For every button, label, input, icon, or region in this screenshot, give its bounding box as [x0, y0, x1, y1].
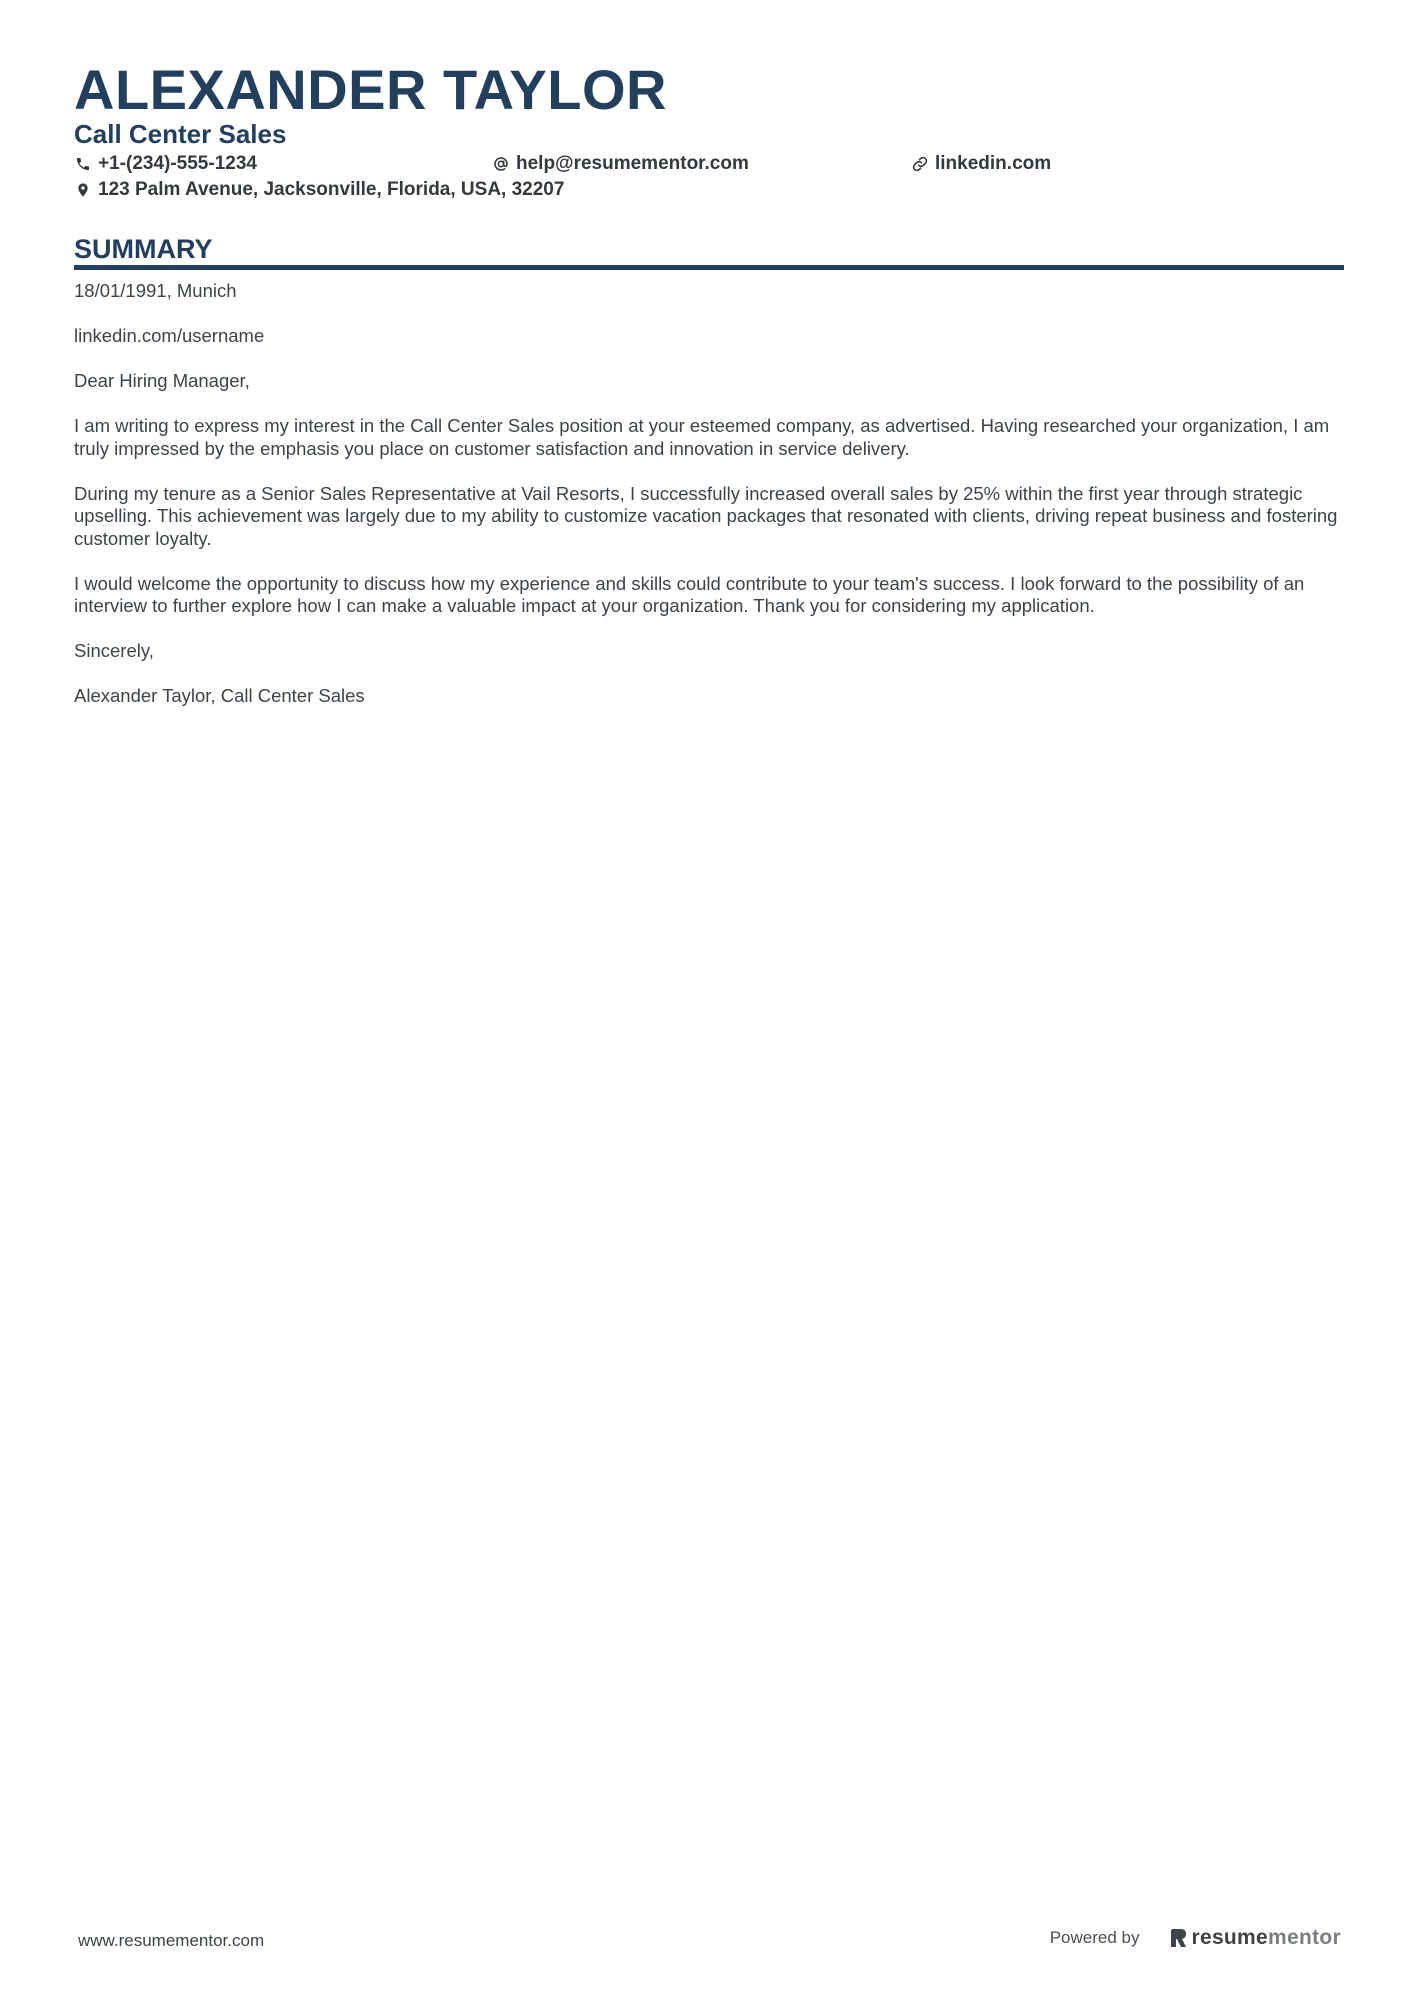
powered-by-label: Powered by — [1049, 1928, 1140, 1947]
footer-branding — [1050, 1926, 1341, 1950]
brand-logo-icon — [1170, 1928, 1188, 1948]
letter-body — [74, 280, 1344, 730]
address-text: 123 Palm Avenue, Jacksonville, Florida, USA, 32207 — [98, 179, 565, 200]
at-sign-icon — [492, 155, 510, 173]
brand-logo[interactable] — [1170, 1926, 1342, 1950]
letter-profile: linkedin.com/username — [74, 325, 265, 346]
letter-signature: Alexander Taylor, Call Center Sales — [74, 685, 365, 706]
contact-phone — [74, 152, 257, 176]
link-icon — [911, 155, 929, 173]
letter-paragraph-3: I would welcome the opportunity to discuss how my experience and skills could contribute to your team's success. I look forward to the possibility of an interview to further explore how I can make a valuable impact at your organization. Thank you for considering my application. — [74, 572, 1305, 616]
candidate-role: Call Center Sales — [74, 119, 287, 149]
website-link[interactable]: linkedin.com — [935, 153, 1052, 174]
resume-page — [74, 0, 1344, 1995]
brand-name-part1: resume — [1191, 1926, 1269, 1949]
email-link[interactable]: help@resumementor.com — [516, 153, 749, 174]
footer-website[interactable]: www.resumementor.com — [78, 1931, 265, 1950]
letter-closing: Sincerely, — [74, 640, 154, 661]
contact-address — [74, 178, 564, 202]
contact-email — [492, 152, 749, 176]
letter-paragraph-2: During my tenure as a Senior Sales Representative at Vail Resorts, I successfully increased overall sales by 25% within the first year through strategic upselling. This achievement was largely due to my ability to customize vacation packages that resonated with clients, driving repeat business and fostering customer loyalty. — [74, 482, 1338, 549]
letter-paragraph-1: I am writing to express my interest in the Call Center Sales position at your esteemed company, as advertised. Having researched your organization, I am truly impressed by the emphasis you place on customer satisfaction and innovation in service delivery. — [74, 415, 1330, 459]
section-title-summary: SUMMARY — [74, 234, 213, 264]
letter-date-place: 18/01/1991, Munich — [74, 280, 237, 301]
brand-name-part2: mentor — [1268, 1926, 1341, 1949]
section-divider — [74, 265, 1344, 270]
phone-icon — [74, 155, 92, 173]
map-pin-icon — [74, 181, 92, 199]
contact-website — [911, 152, 1051, 176]
candidate-name: ALEXANDER TAYLOR — [74, 58, 667, 121]
letter-greeting: Dear Hiring Manager, — [74, 370, 250, 391]
phone-text: +1-(234)-555-1234 — [98, 153, 257, 174]
